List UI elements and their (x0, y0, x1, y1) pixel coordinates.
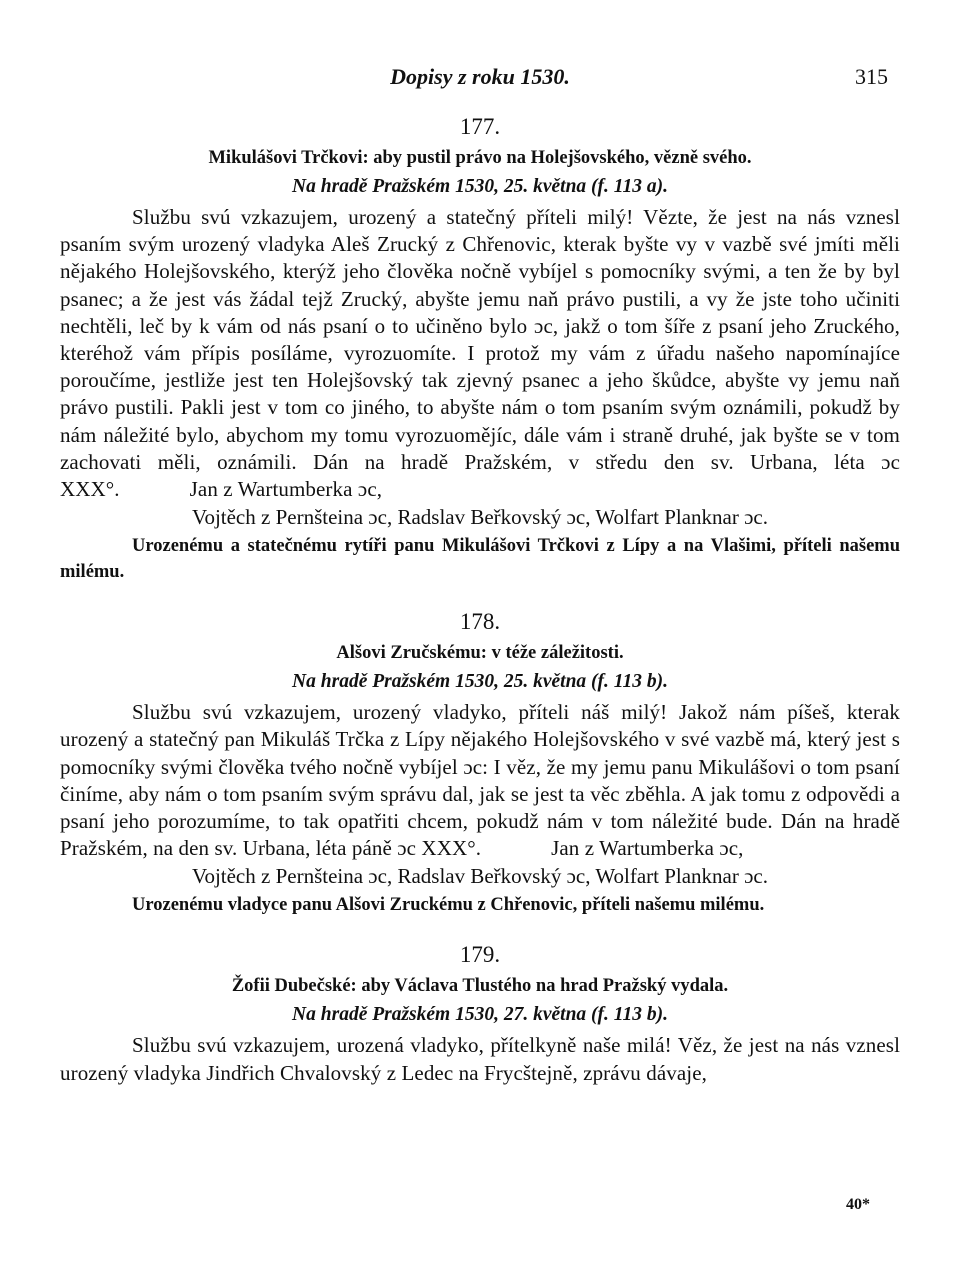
signature-line: Vojtěch z Pernšteina ɔc, Radslav Beřkovský ɔc, Wolfart Planknar ɔc. (191, 505, 769, 530)
entry-number: 177. (459, 114, 501, 139)
entry-body (60, 1032, 900, 1086)
signature-first: Jan z Wartumberka ɔc, (551, 836, 744, 861)
sheet-signature: 40* (846, 1196, 870, 1213)
entry-body (60, 204, 900, 503)
entry-dateline: Na hradě Pražském 1530, 25. května (f. 113 a). (292, 176, 668, 197)
entry-dateline: Na hradě Pražském 1530, 25. května (f. 113 b). (292, 671, 668, 693)
entry-number: 179. (459, 942, 501, 968)
entry-body-text: Službu svú vzkazujem, urozený a statečný příteli milý! Vězte, že jest na nás vznesl psaním svým urozený vladyka Aleš Zrucký z Chřenovic, kterak byšte vy v vazbě své jmíti měli nějakého Holejšovského, kterýž jeho člověka nočně vybíjel s pomocníky svými, a ten že by byl psanec; a že jest vás žádal tejž Zrucký, abyšte jemu naň právo pustili, a vy že jste toho učiniti nechtěli, leč by k vám od nás psaní o to učiněno bylo ɔc, jakž o tom šíře z psaní jeho Zruckého, kteréhož vám přípis posíláme, vyrozuomíte. I protož my vám z úřadu našeho napomínajíce poroučíme, jestliže jest ten Holejšovský tak zjevný psanec a jeho škůdce, abyšte vy jemu naň právo pustili. Pakli jest v tom co jiného, to abyšte nám o tom psaním svým oznámili, pokudž by nám náležité bylo, abychom my tomu vyrozuomějíc, dále vám i straně druhé, jak byšte se v tom zachovati měli, oznámili. Dán na hradě Pražském, v středu den sv. Urbana, léta ɔc XXX°. (60, 205, 900, 502)
entry-heading: Alšovi Zručskému: v téže záležitosti. (336, 643, 624, 664)
entry-body-text: Službu svú vzkazujem, urozený vladyko, příteli náš milý! Jakož nám píšeš, kterak urozený a statečný pan Mikuláš Trčka z Lípy nějakého Holejšovského v své vazbě má, který jest s pomocníky svými člověka tvého nočně vybíjel ɔc: I věz, že my jemu panu Mikulášovi o tom psaní činíme, aby nám o tom psaním svým správu dal, jak se jest ta věc zběhla. A jak tomu z odpovědi a psaní jeho porozumíme, to tak opatřiti chcem, pokudž nám v tom náležité bude. Dán na hradě Pražském, na den sv. Urbana, léta páně ɔc XXX°. (60, 700, 900, 861)
entry-heading: Žofii Dubečské: aby Václava Tlustého na hrad Pražský vydala. (231, 976, 729, 997)
running-head (0, 62, 960, 92)
entry-dateline: Na hradě Pražském 1530, 27. května (f. 113 b). (292, 1004, 668, 1026)
running-title: Dopisy z roku 1530. (390, 64, 570, 89)
page-number: 315 (855, 64, 888, 89)
entry-body (60, 699, 900, 862)
letter-address: Urozenému a statečnému rytíři panu Mikulášovi Trčkovi z Lípy a na Vlašimi, příteli našemu milému. (60, 536, 900, 583)
entry-heading: Mikulášovi Trčkovi: aby pustil právo na Holejšovského, vězně svého. (208, 148, 752, 168)
signature-line: Vojtěch z Pernšteina ɔc, Radslav Beřkovský ɔc, Wolfart Planknar ɔc. (191, 864, 769, 889)
letter-entry-177 (60, 112, 900, 585)
letter-entry-179 (60, 940, 900, 1086)
entry-body-text: Službu svú vzkazujem, urozená vladyko, přítelkyně naše milá! Věz, že jest na nás vznesl urozený vladyka Jindřich Chvalovský z Ledec na Frycštejně, zprávu dávaje, (60, 1033, 900, 1085)
signature-first: Jan z Wartumberka ɔc, (189, 477, 383, 502)
letter-address: Urozenému vladyce panu Alšovi Zruckému z Chřenovic, příteli našemu milému. (132, 895, 765, 916)
body-text (60, 108, 900, 1109)
letter-entry-178 (60, 607, 900, 918)
entry-number: 178. (459, 609, 501, 635)
